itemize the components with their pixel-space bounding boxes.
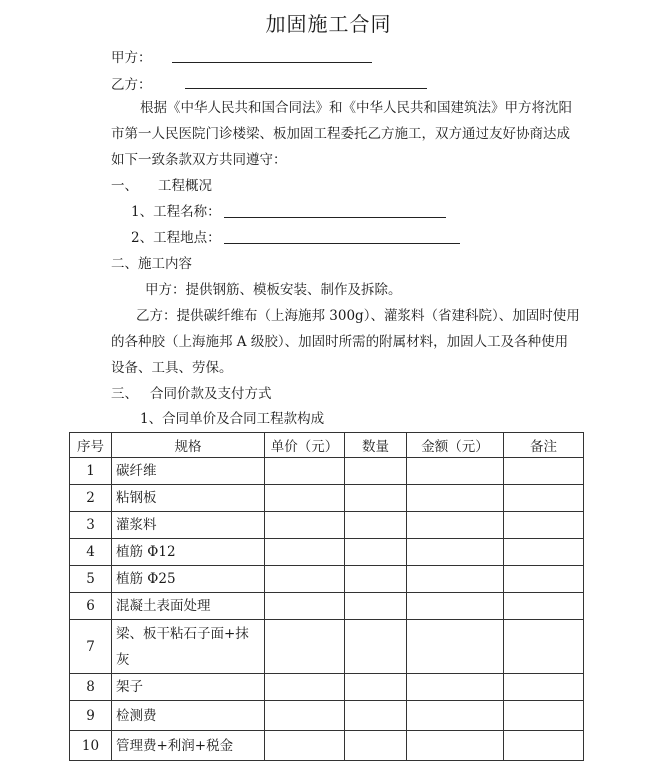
cell-remark[interactable] (504, 539, 584, 566)
cell-quantity[interactable] (345, 593, 407, 620)
project-name-label: 1、工程名称： (131, 204, 221, 220)
party-b-scope-line-3: 设备、工具、劳保。 (111, 360, 233, 376)
table-row (70, 731, 584, 761)
header-seq: 序号 (70, 433, 112, 458)
row-seq: 8 (70, 674, 112, 701)
row-spec: 架子 (112, 674, 265, 701)
party-b-scope-line-2: 的各种胶（上海施邦 A 级胶）、加固时所需的附属材料，加固人工及各种使用 (111, 334, 569, 350)
cell-quantity[interactable] (345, 539, 407, 566)
cell-unit-price[interactable] (265, 593, 345, 620)
row-seq: 2 (70, 485, 112, 512)
cell-quantity[interactable] (345, 674, 407, 701)
cell-remark[interactable] (504, 566, 584, 593)
cell-quantity[interactable] (345, 731, 407, 761)
row-spec: 粘钢板 (112, 485, 265, 512)
table-row (70, 620, 584, 674)
cell-unit-price[interactable] (265, 701, 345, 731)
cell-remark[interactable] (504, 458, 584, 485)
row-seq: 6 (70, 593, 112, 620)
section-2-heading: 二、施工内容 (111, 256, 192, 272)
cell-unit-price[interactable] (265, 620, 345, 674)
header-amount: 金额（元） (407, 433, 504, 458)
intro-line-1: 根据《中华人民共和国合同法》和《中华人民共和国建筑法》甲方将沈阳 (140, 100, 572, 116)
price-table (69, 432, 584, 761)
section-1-number: 一、 (111, 178, 138, 194)
project-site-label: 2、工程地点： (131, 230, 221, 246)
cell-remark[interactable] (504, 593, 584, 620)
party-b-blank[interactable] (185, 88, 427, 89)
cell-amount[interactable] (407, 701, 504, 731)
cell-amount[interactable] (407, 566, 504, 593)
cell-unit-price[interactable] (265, 674, 345, 701)
party-a-scope: 甲方：提供钢筋、模板安装、制作及拆除。 (145, 282, 402, 298)
table-row (70, 593, 584, 620)
cell-unit-price[interactable] (265, 566, 345, 593)
cell-amount[interactable] (407, 593, 504, 620)
cell-unit-price[interactable] (265, 485, 345, 512)
cell-quantity[interactable] (345, 485, 407, 512)
cell-remark[interactable] (504, 674, 584, 701)
header-remark: 备注 (504, 433, 584, 458)
cell-unit-price[interactable] (265, 731, 345, 761)
cell-unit-price[interactable] (265, 512, 345, 539)
section-3-number: 三、 (111, 386, 138, 402)
row-seq: 1 (70, 458, 112, 485)
intro-line-2: 市第一人民医院门诊楼梁、板加固工程委托乙方施工，双方通过友好协商达成 (111, 126, 570, 142)
row-spec: 混凝土表面处理 (112, 593, 265, 620)
row-seq: 5 (70, 566, 112, 593)
cell-amount[interactable] (407, 485, 504, 512)
cell-remark[interactable] (504, 485, 584, 512)
table-row (70, 674, 584, 701)
table-row (70, 458, 584, 485)
cell-unit-price[interactable] (265, 458, 345, 485)
row-spec: 灌浆料 (112, 512, 265, 539)
section-1-heading: 工程概况 (158, 178, 212, 194)
cell-remark[interactable] (504, 701, 584, 731)
cell-unit-price[interactable] (265, 539, 345, 566)
intro-line-3: 如下一致条款双方共同遵守： (111, 152, 287, 168)
cell-amount[interactable] (407, 539, 504, 566)
cell-remark[interactable] (504, 620, 584, 674)
cell-amount[interactable] (407, 731, 504, 761)
table-row (70, 485, 584, 512)
cell-remark[interactable] (504, 512, 584, 539)
table-row (70, 539, 584, 566)
row-spec: 植筋 Φ12 (112, 539, 265, 566)
row-spec: 梁、板干粘石子面+抹灰 (112, 620, 265, 674)
table-header-row (70, 433, 584, 458)
cell-quantity[interactable] (345, 512, 407, 539)
cell-amount[interactable] (407, 512, 504, 539)
party-a-label: 甲方： (111, 50, 152, 66)
cell-quantity[interactable] (345, 701, 407, 731)
party-b-scope-line-1: 乙方：提供碳纤维布（上海施邦 300g）、灌浆料（省建科院）、加固时使用 (136, 308, 580, 324)
row-spec: 检测费 (112, 701, 265, 731)
cell-amount[interactable] (407, 674, 504, 701)
party-a-blank[interactable] (172, 62, 372, 63)
row-seq: 9 (70, 701, 112, 731)
party-b-label: 乙方： (111, 77, 152, 93)
header-spec: 规格 (112, 433, 265, 458)
section-3-sub-1: 1、合同单价及合同工程款构成 (140, 411, 325, 427)
project-site-blank[interactable] (224, 243, 460, 244)
table-row (70, 512, 584, 539)
row-spec: 碳纤维 (112, 458, 265, 485)
cell-quantity[interactable] (345, 458, 407, 485)
section-3-heading: 合同价款及支付方式 (150, 386, 272, 402)
table-row (70, 566, 584, 593)
row-seq: 10 (70, 731, 112, 761)
row-seq: 3 (70, 512, 112, 539)
cell-remark[interactable] (504, 731, 584, 761)
row-seq: 4 (70, 539, 112, 566)
row-spec: 管理费+利润+税金 (112, 731, 265, 761)
row-spec: 植筋 Φ25 (112, 566, 265, 593)
project-name-blank[interactable] (224, 217, 446, 218)
document-title: 加固施工合同 (265, 12, 392, 36)
header-quantity: 数量 (345, 433, 407, 458)
cell-quantity[interactable] (345, 566, 407, 593)
row-seq: 7 (70, 620, 112, 674)
cell-amount[interactable] (407, 458, 504, 485)
table-row (70, 701, 584, 731)
header-unit-price: 单价（元） (265, 433, 345, 458)
cell-amount[interactable] (407, 620, 504, 674)
cell-quantity[interactable] (345, 620, 407, 674)
